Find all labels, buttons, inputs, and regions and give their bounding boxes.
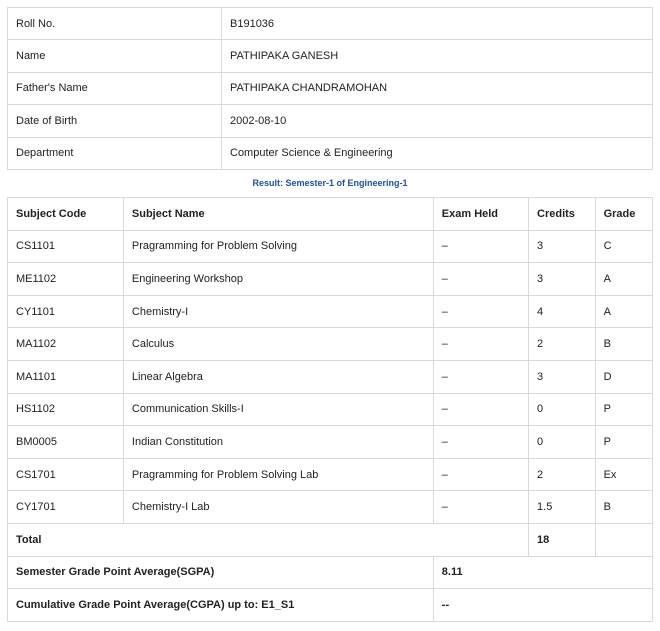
total-row xyxy=(8,523,653,556)
credits: 0 xyxy=(529,393,596,426)
subject-code: BM0005 xyxy=(8,426,124,459)
roll-label: Roll No. xyxy=(8,8,222,40)
exam-held: – xyxy=(433,491,528,524)
info-row-father xyxy=(8,72,653,104)
info-row-department xyxy=(8,137,653,169)
name-value: PATHIPAKA GANESH xyxy=(222,40,653,72)
table-row xyxy=(8,295,653,328)
grade: C xyxy=(595,230,652,263)
credits: 0 xyxy=(529,426,596,459)
credits: 4 xyxy=(529,295,596,328)
subject-name: Calculus xyxy=(123,328,433,361)
table-row xyxy=(8,360,653,393)
grade: B xyxy=(595,328,652,361)
subject-name: Pragramming for Problem Solving Lab xyxy=(123,458,433,491)
dob-label: Date of Birth xyxy=(8,105,222,137)
student-info-table xyxy=(7,7,653,170)
cgpa-label: Cumulative Grade Point Average(CGPA) up to: E1_S1 xyxy=(8,589,434,622)
subject-name: Pragramming for Problem Solving xyxy=(123,230,433,263)
subject-name: Indian Constitution xyxy=(123,426,433,459)
exam-held: – xyxy=(433,426,528,459)
total-grade-empty xyxy=(595,523,652,556)
grade: P xyxy=(595,426,652,459)
subject-code: MA1102 xyxy=(8,328,124,361)
grade: B xyxy=(595,491,652,524)
subject-code: MA1101 xyxy=(8,360,124,393)
dob-value: 2002-08-10 xyxy=(222,105,653,137)
subject-name: Linear Algebra xyxy=(123,360,433,393)
grade: A xyxy=(595,263,652,296)
col-exam-held: Exam Held xyxy=(433,198,528,231)
credits: 2 xyxy=(529,328,596,361)
result-table xyxy=(7,197,653,622)
result-title: Result: Semester-1 of Engineering-1 xyxy=(252,178,408,188)
sgpa-label: Semester Grade Point Average(SGPA) xyxy=(8,556,434,589)
cgpa-row xyxy=(8,589,653,622)
table-row xyxy=(8,263,653,296)
credits: 2 xyxy=(529,458,596,491)
exam-held: – xyxy=(433,295,528,328)
exam-held: – xyxy=(433,393,528,426)
subject-name: Chemistry-I xyxy=(123,295,433,328)
credits: 1.5 xyxy=(529,491,596,524)
sgpa-row xyxy=(8,556,653,589)
col-credits: Credits xyxy=(529,198,596,231)
table-row xyxy=(8,426,653,459)
exam-held: – xyxy=(433,230,528,263)
subject-code: CS1101 xyxy=(8,230,124,263)
subject-code: ME1102 xyxy=(8,263,124,296)
subject-code: CY1101 xyxy=(8,295,124,328)
info-row-name xyxy=(8,40,653,72)
exam-held: – xyxy=(433,360,528,393)
cgpa-value: -- xyxy=(433,589,652,622)
table-row xyxy=(8,393,653,426)
table-row xyxy=(8,328,653,361)
subject-code: CY1701 xyxy=(8,491,124,524)
name-label: Name xyxy=(8,40,222,72)
total-label: Total xyxy=(8,523,529,556)
col-grade: Grade xyxy=(595,198,652,231)
credits: 3 xyxy=(529,230,596,263)
subject-name: Communication Skills-I xyxy=(123,393,433,426)
father-name-label: Father's Name xyxy=(8,72,222,104)
grade: A xyxy=(595,295,652,328)
grade: D xyxy=(595,360,652,393)
col-subject-name: Subject Name xyxy=(123,198,433,231)
credits: 3 xyxy=(529,360,596,393)
grade: P xyxy=(595,393,652,426)
grade: Ex xyxy=(595,458,652,491)
result-header-row xyxy=(8,198,653,231)
credits: 3 xyxy=(529,263,596,296)
subject-name: Chemistry-I Lab xyxy=(123,491,433,524)
info-row-dob xyxy=(8,105,653,137)
exam-held: – xyxy=(433,263,528,296)
table-row xyxy=(8,230,653,263)
info-row-roll xyxy=(8,8,653,40)
roll-value: B191036 xyxy=(222,8,653,40)
subject-code: HS1102 xyxy=(8,393,124,426)
exam-held: – xyxy=(433,458,528,491)
col-subject-code: Subject Code xyxy=(8,198,124,231)
table-row xyxy=(8,458,653,491)
exam-held: – xyxy=(433,328,528,361)
department-label: Department xyxy=(8,137,222,169)
department-value: Computer Science & Engineering xyxy=(222,137,653,169)
total-credits: 18 xyxy=(529,523,596,556)
father-name-value: PATHIPAKA CHANDRAMOHAN xyxy=(222,72,653,104)
sgpa-value: 8.11 xyxy=(433,556,652,589)
subject-name: Engineering Workshop xyxy=(123,263,433,296)
subject-code: CS1701 xyxy=(8,458,124,491)
table-row xyxy=(8,491,653,524)
